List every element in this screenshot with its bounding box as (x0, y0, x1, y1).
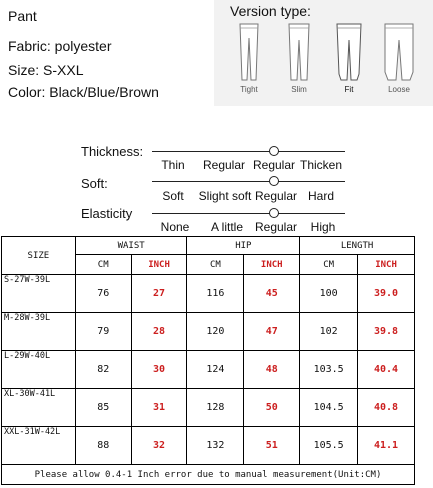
unit-header: CM (187, 255, 244, 275)
table-row (2, 351, 415, 389)
soft-option: Hard (307, 189, 335, 203)
table-cell: 85 (75, 389, 131, 427)
size-cell: XXL-31W-42L (2, 427, 76, 465)
version-label-tight: Tight (240, 85, 258, 94)
tight-pants-icon (232, 22, 266, 84)
waist-header: WAIST (75, 237, 187, 255)
soft-scale (152, 181, 345, 182)
size-header: SIZE (2, 237, 76, 275)
color-spec: Color: Black/Blue/Brown (8, 84, 159, 100)
table-cell: 27 (131, 275, 187, 313)
elasticity-option: Regular (254, 220, 298, 234)
thickness-scale (152, 151, 345, 152)
table-cell: 124 (187, 351, 244, 389)
length-header: LENGTH (300, 237, 415, 255)
table-cell: 28 (131, 313, 187, 351)
table-cell: 30 (131, 351, 187, 389)
thickness-option: Regular (202, 158, 246, 172)
table-cell: 132 (187, 427, 244, 465)
table-cell: 41.1 (358, 427, 415, 465)
table-cell: 39.8 (358, 313, 415, 351)
size-cell: L-29W-40L (2, 351, 76, 389)
unit-header: INCH (131, 255, 187, 275)
table-row (2, 427, 415, 465)
table-cell: 79 (75, 313, 131, 351)
size-spec: Size: S-XXL (8, 62, 84, 78)
elasticity-option: High (310, 220, 336, 234)
table-cell: 82 (75, 351, 131, 389)
table-cell: 104.5 (300, 389, 358, 427)
unit-header: CM (75, 255, 131, 275)
elasticity-option: None (160, 220, 190, 234)
table-cell: 116 (187, 275, 244, 313)
hip-header: HIP (187, 237, 300, 255)
table-row (2, 313, 415, 351)
soft-marker (269, 176, 279, 186)
size-chart-table (1, 236, 415, 485)
size-cell: S-27W-39L (2, 275, 76, 313)
thickness-option: Regular (252, 158, 296, 172)
table-cell: 120 (187, 313, 244, 351)
table-cell: 32 (131, 427, 187, 465)
unit-header: INCH (358, 255, 415, 275)
table-cell: 39.0 (358, 275, 415, 313)
version-type-panel (214, 0, 433, 106)
table-cell: 100 (300, 275, 358, 313)
version-type-title: Version type: (230, 3, 311, 19)
elasticity-scale (152, 213, 345, 214)
table-cell: 47 (244, 313, 300, 351)
table-row (2, 275, 415, 313)
size-cell: XL-30W-41L (2, 389, 76, 427)
table-cell: 40.8 (358, 389, 415, 427)
elasticity-marker (269, 208, 279, 218)
unit-header: INCH (244, 255, 300, 275)
measurement-note: Please allow 0.4-1 Inch error due to manual measurement(Unit:CM) (2, 465, 415, 485)
table-cell: 88 (75, 427, 131, 465)
table-cell: 128 (187, 389, 244, 427)
slim-pants-icon (282, 22, 316, 84)
table-cell: 45 (244, 275, 300, 313)
fit-pants-icon (332, 22, 366, 84)
soft-option: Slight soft (198, 189, 252, 203)
elasticity-option: A little (210, 220, 244, 234)
thickness-marker (269, 146, 279, 156)
table-row (2, 389, 415, 427)
table-cell: 103.5 (300, 351, 358, 389)
table-cell: 76 (75, 275, 131, 313)
table-cell: 102 (300, 313, 358, 351)
table-cell: 48 (244, 351, 300, 389)
size-cell: M-28W-39L (2, 313, 76, 351)
thickness-option: Thicken (299, 158, 343, 172)
version-label-slim: Slim (291, 85, 307, 94)
table-cell: 105.5 (300, 427, 358, 465)
table-cell: 31 (131, 389, 187, 427)
loose-pants-icon (382, 22, 416, 84)
product-name: Pant (8, 8, 37, 24)
unit-header: CM (300, 255, 358, 275)
elasticity-label: Elasticity (81, 206, 133, 221)
thickness-label: Thickness: (81, 144, 144, 159)
version-label-fit: Fit (344, 85, 354, 94)
soft-label: Soft: (81, 176, 108, 191)
thickness-option: Thin (161, 158, 185, 172)
soft-option: Soft (162, 189, 184, 203)
table-cell: 40.4 (358, 351, 415, 389)
table-cell: 50 (244, 389, 300, 427)
soft-option: Regular (254, 189, 298, 203)
table-cell: 51 (244, 427, 300, 465)
version-label-loose: Loose (388, 85, 410, 94)
fabric-spec: Fabric: polyester (8, 38, 112, 54)
